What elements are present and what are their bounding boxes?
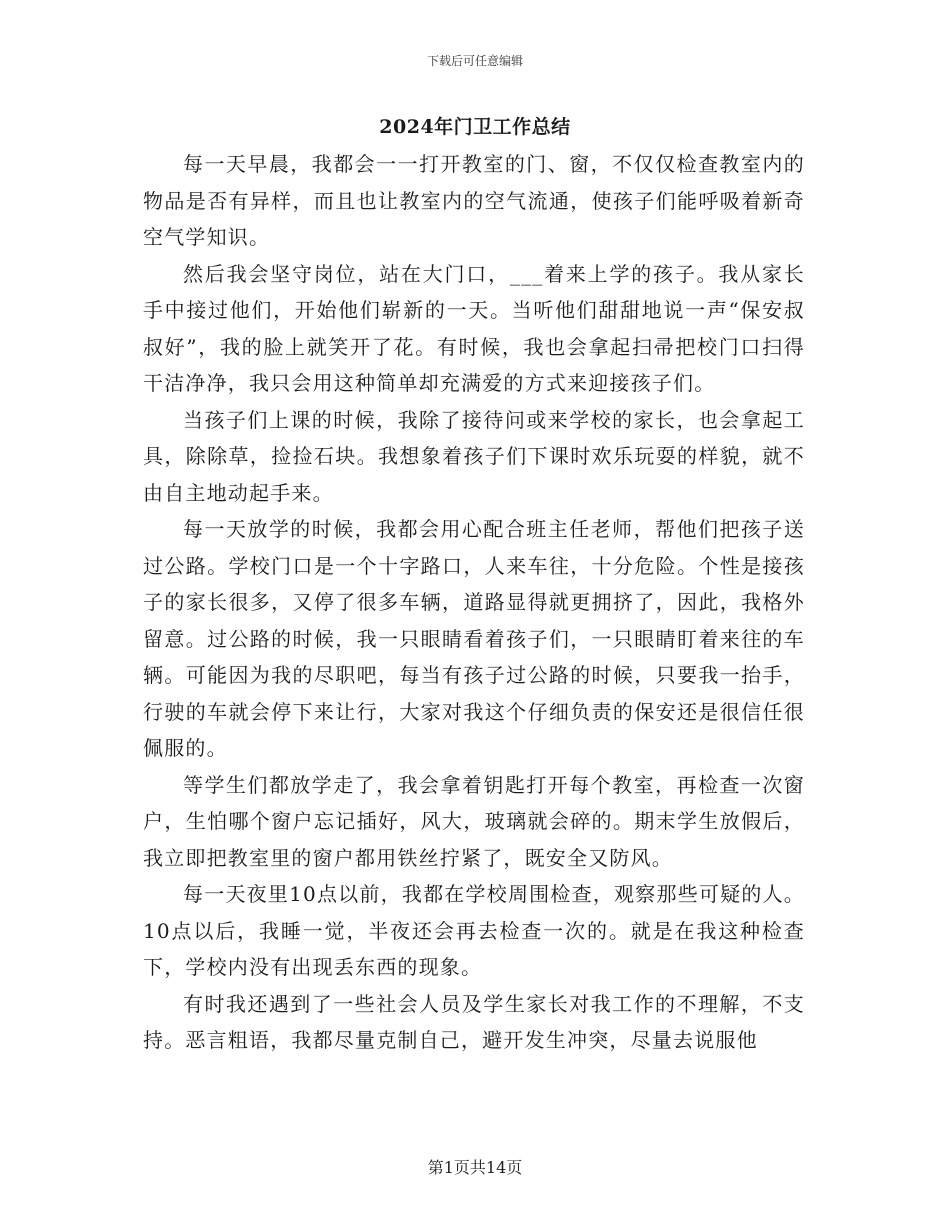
- paragraph: 每一天放学的时候，我都会用心配合班主任老师，帮他们把孩子送过公路。学校门口是一个十字路口，人来车往，十分危险。个性是接孩子的家长很多，又停了很多车辆，道路显得就更拥挤了，因此，我格外留意。过公路的时候，我一只眼睛看着孩子们，一只眼睛盯着来往的车辆。可能因为我的尽职吧，每当有孩子过公路的时候，只要我一抬手，行驶的车就会停下来让行，大家对我这个仔细负责的保安还是很信任很佩服的。: [143, 517, 805, 760]
- paragraph: 有时我还遇到了一些社会人员及学生家长对我工作的不理解，不支持。恶言粗语，我都尽量克制自己，避开发生冲突，尽量去说服他: [143, 991, 805, 1052]
- page-number: 第1页共14页: [427, 1158, 523, 1177]
- paragraph: 等学生们都放学走了，我会拿着钥匙打开每个教室，再检查一次窗户，生怕哪个窗户忘记插好，风大，玻璃就会碎的。期末学生放假后，我立即把教室里的窗户都用铁丝拧紧了，既安全又防风。: [143, 772, 805, 870]
- paragraph: 然后我会坚守岗位，站在大门口，___着来上学的孩子。我从家长手中接过他们，开始他们崭新的一天。当听他们甜甜地说一声“保安叔叔好”，我的脸上就笑开了花。有时候，我也会拿起扫帚把校门口扫得干洁净净，我只会用这种简单却充满爱的方式来迎接孩子们。: [143, 261, 805, 395]
- page-header-note: 下载后可任意编辑: [426, 54, 523, 68]
- paragraph: 每一天早晨，我都会一一打开教室的门、窗，不仅仅检查教室内的物品是否有异样，而且也让教室内的空气流通，使孩子们能呼吸着新奇空气学知识。: [143, 152, 805, 249]
- paragraph: 每一天夜里10点以前，我都在学校周围检查，观察那些可疑的人。10点以后，我睡一觉，半夜还会再去检查一次的。就是在我这种检查下，学校内没有出现丢东西的现象。: [143, 882, 805, 979]
- paragraph: 当孩子们上课的时候，我除了接待问或来学校的家长，也会拿起工具，除除草，捡捡石块。我想象着孩子们下课时欢乐玩耍的样貌，就不由自主地动起手来。: [143, 407, 805, 505]
- document-title: 2024年门卫工作总结: [379, 116, 571, 138]
- document-body: [143, 146, 805, 1059]
